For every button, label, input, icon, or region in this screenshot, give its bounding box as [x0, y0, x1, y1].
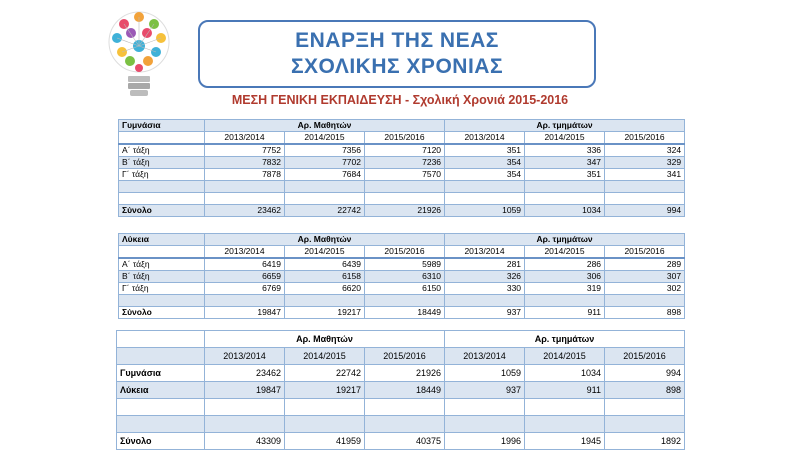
table-cell: 341: [605, 169, 685, 181]
students-group-header: Αρ. Μαθητών: [205, 234, 445, 246]
total-label: Σύνολο: [119, 307, 205, 319]
table-cell: 307: [605, 271, 685, 283]
table-cell: 6310: [365, 271, 445, 283]
table-cell: 329: [605, 157, 685, 169]
table-cell: 898: [605, 382, 685, 399]
total-cell: 21926: [365, 205, 445, 217]
empty-cell: [119, 246, 205, 259]
classes-group-header: Αρ. τμημάτων: [445, 120, 685, 132]
table-cell: 19847: [205, 382, 285, 399]
table-row: [117, 382, 685, 399]
table-cell: 994: [605, 365, 685, 382]
table-cell: 354: [445, 157, 525, 169]
title-line-1: ΕΝΑΡΞΗ ΤΗΣ ΝΕΑΣ: [295, 29, 499, 52]
table-cell: 302: [605, 283, 685, 295]
year-header: 2014/2015: [285, 246, 365, 259]
table-corner-label: [117, 331, 205, 348]
row-label: Γ΄ τάξη: [119, 283, 205, 295]
total-cell: 937: [445, 307, 525, 319]
table-cell: 19217: [285, 382, 365, 399]
summary-table: [116, 330, 685, 450]
row-label: Λύκεια: [117, 382, 205, 399]
table-cell: 6419: [205, 258, 285, 271]
total-cell: 19217: [285, 307, 365, 319]
table-cell: 351: [445, 144, 525, 157]
table-row: [119, 144, 685, 157]
row-label: Β΄ τάξη: [119, 157, 205, 169]
table-cell: 286: [525, 258, 605, 271]
row-label: Γυμνάσια: [117, 365, 205, 382]
year-header: 2015/2016: [365, 132, 445, 145]
row-label: Α΄ τάξη: [119, 258, 205, 271]
table-row: [119, 283, 685, 295]
year-header: 2013/2014: [445, 348, 525, 365]
subtitle: ΜΕΣΗ ΓΕΝΙΚΗ ΕΚΠΑΙΔΕΥΣΗ - Σχολική Χρονιά 2015-2016: [231, 93, 569, 107]
row-label: Α΄ τάξη: [119, 144, 205, 157]
title-line-2: ΣΧΟΛΙΚΗΣ ΧΡΟΝΙΑΣ: [290, 55, 504, 78]
total-cell: 22742: [285, 205, 365, 217]
year-header: 2014/2015: [525, 348, 605, 365]
total-cell: 994: [605, 205, 685, 217]
year-header: 2014/2015: [285, 132, 365, 145]
lykeia-table: [118, 233, 685, 319]
table-cell: 289: [605, 258, 685, 271]
classes-group-header: Αρ. τμημάτων: [445, 331, 685, 348]
year-header: 2015/2016: [605, 348, 685, 365]
table-row: [119, 169, 685, 181]
table-cell: 21926: [365, 365, 445, 382]
table-cell: 7236: [365, 157, 445, 169]
table-cell: 330: [445, 283, 525, 295]
table-total-row: [117, 433, 685, 450]
table-cell: 6150: [365, 283, 445, 295]
year-header: 2013/2014: [445, 246, 525, 259]
year-header: 2014/2015: [525, 132, 605, 145]
table-row-empty: [117, 399, 685, 416]
year-header: 2013/2014: [445, 132, 525, 145]
table-row-empty: [119, 193, 685, 205]
table-year-header: [117, 348, 685, 365]
empty-cell: [119, 132, 205, 145]
table-cell: 351: [525, 169, 605, 181]
table-cell: 281: [445, 258, 525, 271]
table-cell: 7878: [205, 169, 285, 181]
table-cell: 6158: [285, 271, 365, 283]
table-cell: 7832: [205, 157, 285, 169]
table-row-empty: [119, 181, 685, 193]
total-cell: 1059: [445, 205, 525, 217]
table-cell: 22742: [285, 365, 365, 382]
year-header: 2015/2016: [605, 246, 685, 259]
total-cell: 1945: [525, 433, 605, 450]
table-cell: 324: [605, 144, 685, 157]
year-header: 2015/2016: [605, 132, 685, 145]
table-year-header: [119, 132, 685, 145]
total-cell: 41959: [285, 433, 365, 450]
classes-group-header: Αρ. τμημάτων: [445, 234, 685, 246]
year-header: 2014/2015: [525, 246, 605, 259]
total-cell: 18449: [365, 307, 445, 319]
total-cell: 19847: [205, 307, 285, 319]
year-header: 2015/2016: [365, 246, 445, 259]
total-cell: 898: [605, 307, 685, 319]
year-header: 2014/2015: [285, 348, 365, 365]
table-total-row: [119, 307, 685, 319]
table-cell: 18449: [365, 382, 445, 399]
students-group-header: Αρ. Μαθητών: [205, 331, 445, 348]
total-cell: 1034: [525, 205, 605, 217]
table-cell: 1034: [525, 365, 605, 382]
total-cell: 40375: [365, 433, 445, 450]
total-cell: 23462: [205, 205, 285, 217]
total-cell: 1996: [445, 433, 525, 450]
table-cell: 7684: [285, 169, 365, 181]
students-group-header: Αρ. Μαθητών: [205, 120, 445, 132]
table-year-header: [119, 246, 685, 259]
table-cell: 937: [445, 382, 525, 399]
table-cell: 5989: [365, 258, 445, 271]
table-cell: 7120: [365, 144, 445, 157]
table-cell: 326: [445, 271, 525, 283]
table-group-header: [119, 120, 685, 132]
empty-cell: [117, 348, 205, 365]
table-row: [119, 271, 685, 283]
table-cell: 319: [525, 283, 605, 295]
table-cell: 1059: [445, 365, 525, 382]
table-cell: 336: [525, 144, 605, 157]
year-header: 2013/2014: [205, 348, 285, 365]
row-label: Γ΄ τάξη: [119, 169, 205, 181]
table-row-empty: [117, 416, 685, 433]
table-cell: 6769: [205, 283, 285, 295]
table-cell: 7752: [205, 144, 285, 157]
table-row-empty: [119, 295, 685, 307]
table-cell: 347: [525, 157, 605, 169]
table-cell: 6620: [285, 283, 365, 295]
total-cell: 1892: [605, 433, 685, 450]
row-label: Β΄ τάξη: [119, 271, 205, 283]
table-cell: 7702: [285, 157, 365, 169]
lightbulb-icon: [100, 6, 178, 106]
table-group-header: [119, 234, 685, 246]
total-cell: 43309: [205, 433, 285, 450]
table-corner-label: Γυμνάσια: [119, 120, 205, 132]
total-cell: 911: [525, 307, 605, 319]
year-header: 2013/2014: [205, 132, 285, 145]
table-cell: 6439: [285, 258, 365, 271]
total-label: Σύνολο: [119, 205, 205, 217]
total-label: Σύνολο: [117, 433, 205, 450]
gymnasia-table: [118, 119, 685, 217]
table-row: [119, 258, 685, 271]
table-cell: 354: [445, 169, 525, 181]
table-cell: 7356: [285, 144, 365, 157]
year-header: 2013/2014: [205, 246, 285, 259]
table-cell: 6659: [205, 271, 285, 283]
table-row: [119, 157, 685, 169]
table-cell: 306: [525, 271, 605, 283]
table-group-header: [117, 331, 685, 348]
year-header: 2015/2016: [365, 348, 445, 365]
table-cell: 911: [525, 382, 605, 399]
table-corner-label: Λύκεια: [119, 234, 205, 246]
table-total-row: [119, 205, 685, 217]
table-cell: 7570: [365, 169, 445, 181]
table-row: [117, 365, 685, 382]
table-cell: 23462: [205, 365, 285, 382]
title-box: [198, 20, 596, 88]
